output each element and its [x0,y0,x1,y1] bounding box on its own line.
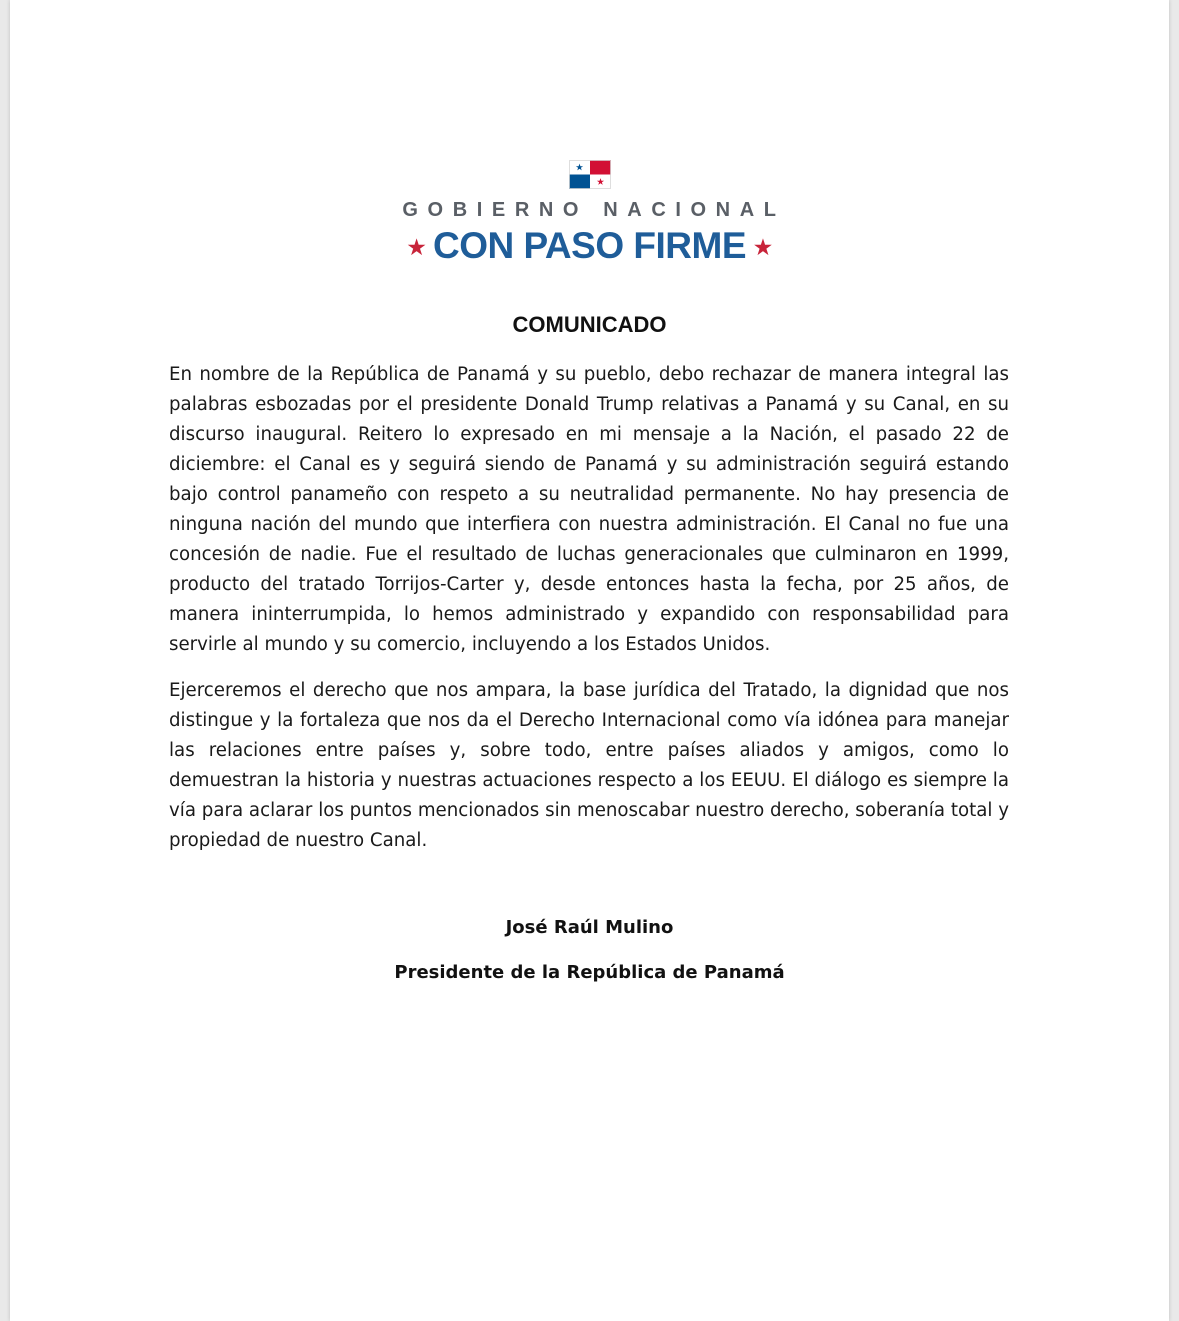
logo-motto-text: CON PASO FIRME [433,225,746,266]
document-body [169,360,1009,872]
body-paragraph: En nombre de la República de Panamá y su pueblo, debo rechazar de manera integral las palabras esbozadas por el presidente Donald Trump relativas a Panamá y su Canal, en su discurso inaugural. Reitero lo expresado en mi mensaje a la Nación, el pasado 22 de diciembre: el Canal es y seguirá siendo de Panamá y su administración seguirá estando bajo control panameño con respeto a su neutralidad permanente. No hay presencia de ninguna nación del mundo que interfiera con nuestra administración. El Canal no fue una concesión de nadie. Fue el resultado de luchas generacionales que culminaron en 1999, producto del tratado Torrijos-Carter y, desde entonces hasta la fecha, por 25 años, de manera ininterrumpida, lo hemos administrado y expandido con responsabilidad para servirle al mundo y su comercio, incluyendo a los Estados Unidos. [169,364,1009,655]
signature-name: José Raúl Mulino [505,917,674,938]
document-title: COMUNICADO [512,312,667,337]
logo-motto-row [10,224,1169,270]
logo-header-text: GOBIERNO NACIONAL [402,199,786,221]
panama-flag-icon [569,160,611,189]
star-icon: ★ [407,237,425,259]
star-icon: ★ [754,237,772,259]
signature-role: Presidente de la República de Panamá [394,962,785,983]
body-paragraph: Ejerceremos el derecho que nos ampara, la base jurídica del Tratado, la dignidad que nos distingue y la fortaleza que nos da el Derecho Internacional como vía idónea para manejar las relaciones entre países y, sobre todo, entre países aliados y amigos, como lo demuestran la historia y nuestras actuaciones respecto a los EEUU. El diálogo es siempre la vía para aclarar los puntos mencionados sin menoscabar nuestro derecho, soberanía total y propiedad de nuestro Canal. [169,680,1009,851]
document-page [10,0,1169,1321]
government-logo [10,160,1169,270]
